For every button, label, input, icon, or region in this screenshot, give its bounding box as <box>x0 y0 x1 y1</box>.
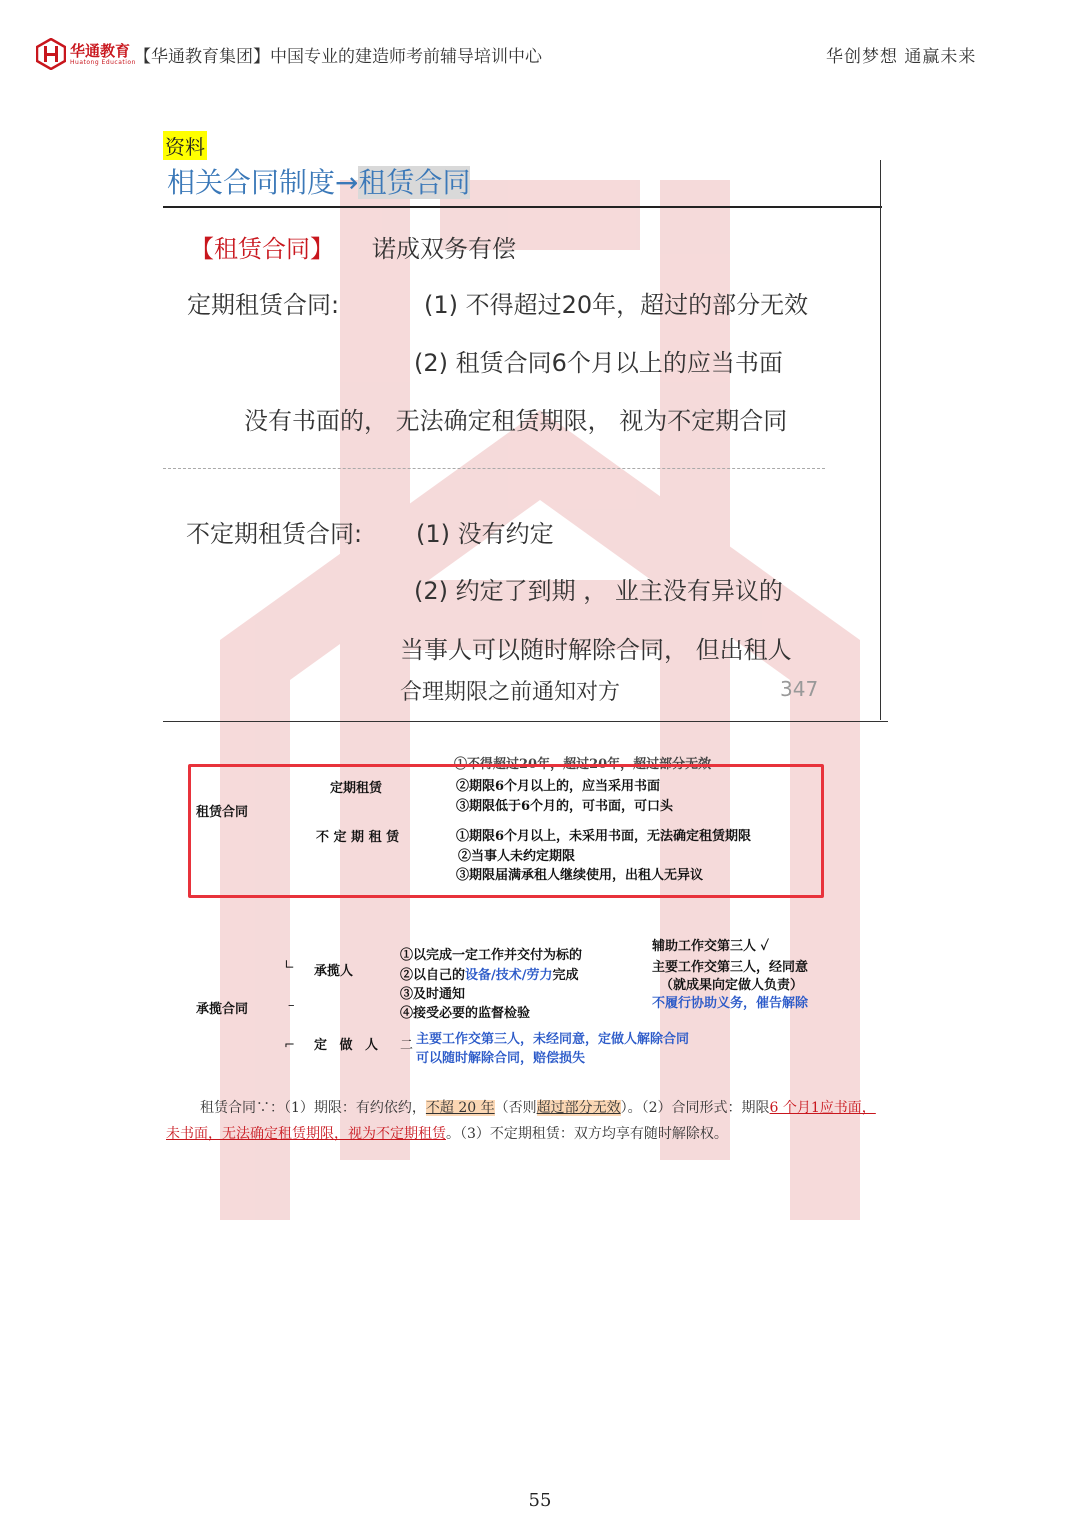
orderer-item-1: 主要工作交第三人，未经同意，定做人解除合同 <box>416 1032 690 1047</box>
indefinite-lease-point-3: 当事人可以随时解除合同， 但出租人 <box>400 636 792 664</box>
contract-right-1: 辅助工作交第三人 ✓ <box>652 939 769 954</box>
slide-title-part1: 相关合同制度→ <box>167 166 359 199</box>
fixed-lease-point-3: 没有书面的， 无法确定租赁期限， 视为不定期合同 <box>244 407 788 435</box>
contract-root-label: 承揽合同 <box>196 1002 249 1017</box>
slide-top-rule <box>163 206 882 208</box>
fixed-lease-point-1: (1) 不得超过20年，超过的部分无效 <box>424 291 809 319</box>
summary-line-2: 未书面，无法确定租赁期限，视为不定期租赁。（3）不定期租赁：双方均享有随时解除权。 <box>166 1126 728 1142</box>
contract-mark-3: ⌐ <box>284 1038 295 1053</box>
fixed-lease-label: 定期租赁合同: <box>187 291 340 319</box>
slide-divider <box>163 468 825 469</box>
lease-root-label: 租赁合同 <box>196 805 249 820</box>
summary-line-1: 租赁合同∵：（1）期限：有约依约，不超 20 年（否则超过部分无效）。（2）合同形式：期限6 个月1应书面， <box>200 1100 876 1116</box>
orderer-label: 定 做 人 <box>314 1038 383 1053</box>
indefinite-lease-point-1: (1) 没有约定 <box>416 520 554 548</box>
indefinite-lease-point-4: 合理期限之前通知对方 <box>400 680 621 705</box>
contract-right-4: 不履行协助义务，催告解除 <box>652 996 809 1011</box>
lease-indefinite-item-3: ③期限届满承租人继续使用，出租人无异议 <box>456 868 704 883</box>
lease-fixed-label: 定期租赁 <box>330 781 383 796</box>
indefinite-lease-label: 不定期租赁合同: <box>186 520 363 548</box>
orderer-dash: 二 <box>400 1038 414 1053</box>
slide-title <box>167 161 470 201</box>
orderer-item-2: 可以随时解除合同，赔偿损失 <box>416 1051 586 1066</box>
header-slogan: 华创梦想 通赢未来 <box>826 47 977 67</box>
contract-mark-2: – <box>288 998 295 1013</box>
slide-bracket-title: 【租赁合同】 <box>190 235 334 263</box>
fixed-lease-point-2: (2) 租赁合同6个月以上的应当书面 <box>414 349 783 377</box>
contractor-item-2: ②以自己的设备/技术/劳力完成 <box>400 968 579 983</box>
contractor-item-1: ①以完成一定工作并交付为标的 <box>400 948 583 963</box>
material-tag: 资料 <box>163 131 207 160</box>
lease-fixed-item-1: ①不得超过20年，超过20年，超过部分无效 <box>454 757 712 772</box>
slide-right-rule <box>880 160 881 720</box>
lease-fixed-item-2: ②期限6个月以上的，应当采用书面 <box>456 779 661 794</box>
slide-page-number: 347 <box>780 677 819 701</box>
lease-indefinite-label: 不 定 期 租 赁 <box>316 830 400 845</box>
brand-logo-icon <box>36 38 66 70</box>
slide-bracket-desc: 诺成双务有偿 <box>372 235 516 263</box>
brand-name-en: Huatong Education <box>70 59 136 66</box>
contractor-item-3: ③及时通知 <box>400 987 466 1002</box>
lease-indefinite-item-2: ②当事人未约定期限 <box>458 849 576 864</box>
lease-indefinite-item-1: ①期限6个月以上，未采用书面，无法确定租赁期限 <box>456 829 752 844</box>
contract-right-2: 主要工作交第三人，经同意 <box>652 960 809 975</box>
slide-bottom-rule <box>163 721 888 722</box>
indefinite-lease-point-2: (2) 约定了到期 ， 业主没有异议的 <box>414 577 783 605</box>
contractor-label: 承揽人 <box>314 964 354 979</box>
lease-fixed-item-3: ③期限低于6个月的，可书面，可口头 <box>456 799 674 814</box>
brand-name-cn: 华通教育 <box>70 42 131 60</box>
contract-mark-1: ∟ <box>284 958 295 973</box>
header-title: 【华通教育集团】中国专业的建造师考前辅导培训中心 <box>134 47 542 67</box>
page-number: 55 <box>528 1490 552 1511</box>
contractor-item-4: ④接受必要的监督检验 <box>400 1006 531 1021</box>
slide-title-part2: 租赁合同 <box>358 166 471 199</box>
contract-right-3: （就成果向定做人负责） <box>660 978 804 993</box>
